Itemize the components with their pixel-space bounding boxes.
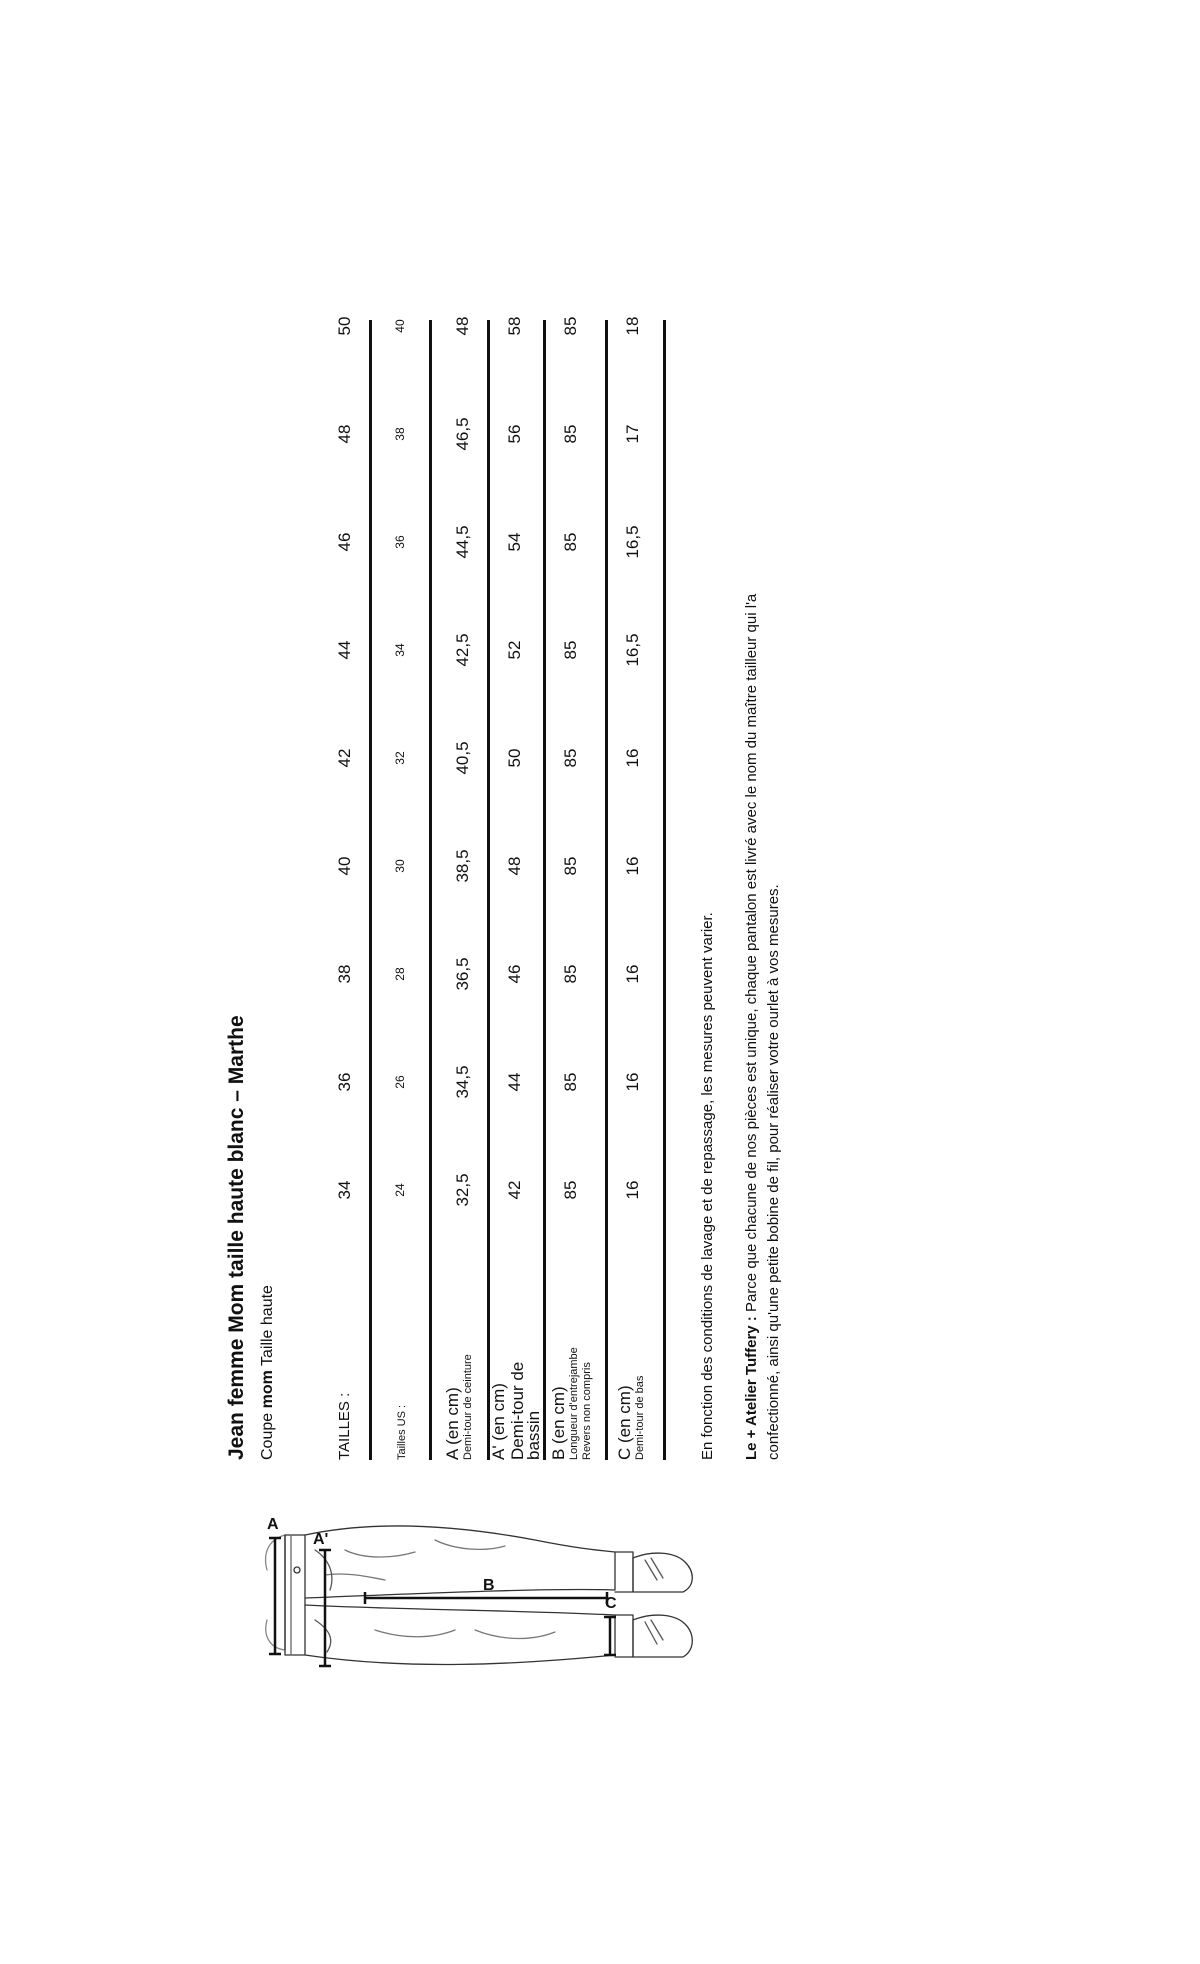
table-cell: 44,5 [453,525,472,559]
table-cell: 34 [335,1180,354,1200]
row-sublabel: Demi-tour de bas [634,1375,646,1460]
atelier-note-line1 [743,594,760,1460]
table-cell: 40,5 [453,741,472,775]
table-cell: 50 [335,316,354,336]
table-cell: 40 [393,319,407,333]
table-cell: 44 [505,1072,524,1092]
jeans-drawing [266,1526,693,1665]
page-title: Jean femme Mom taille haute blanc – Marthe [225,1015,248,1460]
table-cell: 48 [505,856,524,876]
row-label: TAILLES : [336,1392,353,1460]
table-cell: 16 [623,1072,642,1092]
table-cell: 58 [505,316,524,336]
row-label-line3: bassin [524,1410,543,1460]
table-cell: 48 [453,316,472,336]
table-row-c [609,316,659,1460]
row-label: A' (en cm) [489,1383,508,1460]
table-cell: 34 [393,643,407,657]
table-cell: 17 [623,424,642,444]
table-cell: 30 [393,859,407,873]
size-chart [225,316,785,1460]
table-cell: 26 [393,1075,407,1089]
table-cell: 85 [561,1072,580,1092]
table-cell: 52 [505,640,524,660]
label-a: A [267,1516,279,1533]
label-c: C [605,1595,617,1612]
label-b: B [483,1577,495,1594]
table-row-b [547,316,603,1460]
table-cell: 42 [505,1180,524,1200]
table-cell: 16 [623,856,642,876]
table-cell: 85 [561,316,580,336]
table-cell: 85 [561,424,580,444]
table-cell: 38 [335,964,354,984]
jeans-illustration [255,1480,775,1780]
table-cell: 54 [505,532,524,552]
table-cell: 32,5 [453,1173,472,1207]
table-cell: 36 [393,535,407,549]
table-cell: 48 [335,424,354,444]
washing-note: En fonction des conditions de lavage et de repassage, les mesures peuvent varier. [699,912,716,1460]
table-cell: 40 [335,856,354,876]
table-row-a-prime [489,316,543,1460]
subtitle-prefix: Coupe [259,1412,276,1460]
table-cell: 34,5 [453,1065,472,1099]
subtitle [259,1285,277,1460]
table-cell: 18 [623,316,642,336]
table-cell: 85 [561,748,580,768]
table-row-a [433,316,483,1460]
subtitle-bold: mom [259,1370,276,1409]
table-cell: 38 [393,427,407,441]
table-cell: 50 [505,748,524,768]
table-cell: 16,5 [623,525,642,559]
table-cell: 38,5 [453,849,472,883]
row-divider [429,320,432,1460]
table-cell: 16 [623,964,642,984]
table-cell: 36,5 [453,957,472,991]
table-cell: 85 [561,1180,580,1200]
measurement-lines [269,1538,616,1666]
row-label-line2: Demi-tour de [508,1361,527,1460]
row-sublabel: Longueur d'entrejambe [568,1347,580,1460]
table-row-tailles [325,316,365,1460]
row-divider [369,320,372,1460]
row-divider [663,320,666,1460]
table-cell: 42,5 [453,633,472,667]
table-cell: 46 [505,964,524,984]
label-a-prime: A' [313,1531,329,1548]
table-cell: 42 [335,748,354,768]
row-divider [605,320,608,1460]
table-cell: 85 [561,964,580,984]
table-cell: 16,5 [623,633,642,667]
table-cell: 85 [561,532,580,552]
table-row-us [375,320,425,1460]
row-label: A (en cm) [443,1387,462,1460]
row-sublabel: Revers non compris [581,1362,593,1460]
subtitle-suffix: Taille haute [259,1285,276,1366]
table-cell: 56 [505,424,524,444]
table-cell: 32 [393,751,407,765]
table-cell: 46 [335,532,354,552]
atelier-note-title: Le + Atelier Tuffery : [743,1316,760,1460]
table-cell: 85 [561,640,580,660]
row-label: C (en cm) [615,1385,634,1460]
table-cell: 44 [335,640,354,660]
table-cell: 16 [623,748,642,768]
row-divider [543,320,546,1460]
table-cell: 36 [335,1072,354,1092]
table-cell: 16 [623,1180,642,1200]
row-label: Tailles US : [396,1404,408,1460]
atelier-note-line2: confectionné, ainsi qu'une petite bobine de fil, pour réaliser votre ourlet à vos mesures. [765,884,782,1460]
row-sublabel: Demi-tour de ceinture [462,1354,474,1460]
atelier-note-text: Parce que chacune de nos pièces est unique, chaque pantalon est livré avec le nom du maître tailleur qui l'a [743,593,760,1313]
table-cell: 28 [393,967,407,981]
table-cell: 85 [561,856,580,876]
row-label: B (en cm) [549,1386,568,1460]
table-cell: 24 [393,1183,407,1197]
table-cell: 46,5 [453,417,472,451]
